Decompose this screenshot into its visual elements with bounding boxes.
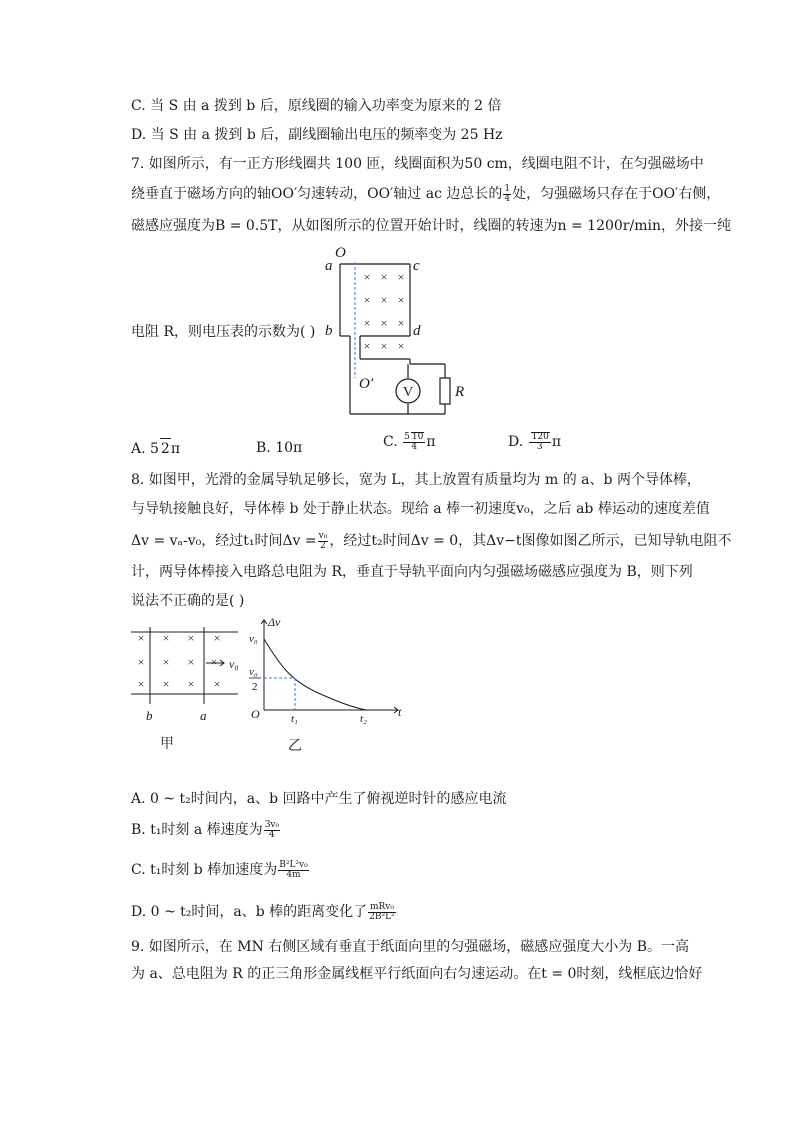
tick-t1: t₁ <box>291 713 298 725</box>
field-cross: × <box>363 293 371 307</box>
q8-opt-c-prefix: C. t₁时刻 b 棒加速度为 <box>131 862 278 878</box>
q8-opt-b-prefix: B. t₁时刻 a 棒速度为 <box>131 822 263 838</box>
q8-frac-num: v₀ <box>318 530 328 541</box>
caption-jia: 甲 <box>160 737 174 752</box>
label-o: O <box>335 245 346 261</box>
field-cross: × <box>137 631 145 645</box>
field-cross: × <box>380 339 388 353</box>
q7-opt-c-prefix: C. <box>383 434 398 450</box>
origin-label: O <box>251 707 260 721</box>
field-cross: × <box>210 655 218 669</box>
tick-half-den: 2 <box>252 681 258 693</box>
q8-line-3b: ，经过t₂时间Δv = 0，其Δv−t图像如图乙所示，已知导轨电阻不 <box>329 533 732 549</box>
q8-opt-b-den: 4 <box>269 829 275 840</box>
q8-opt-d-num: mRv₀ <box>369 901 394 912</box>
q8-line-2: 与导轨接触良好，导体棒 b 处于静止状态。现给 a 棒一初速度v₀，之后 ab 棒运动的速度差值 <box>131 501 710 517</box>
q7-opt-a-prefix: A. 5 <box>131 441 159 457</box>
field-cross: × <box>162 655 170 669</box>
field-cross: × <box>397 270 405 284</box>
label-rod-a: a <box>200 708 207 723</box>
q8-opt-d-prefix: D. 0 ~ t₂时间，a、b 棒的距离变化了 <box>131 904 368 920</box>
q8-frac-den: 2 <box>320 540 326 551</box>
field-cross: × <box>380 316 388 330</box>
prev-option-d: D. 当 S 由 a 拨到 b 后，副线圈输出电压的频率变为 25 Hz <box>131 127 503 143</box>
q7-line-1: 7. 如图所示，有一正方形线圈共 100 匝，线圈面积为50 cm，线圈电阻不计，在匀强磁场中 <box>131 156 704 172</box>
q8-opt-c-num: B²L²v₀ <box>279 859 308 870</box>
field-cross: × <box>363 270 371 284</box>
label-a: a <box>325 258 333 274</box>
q8-opt-d-den: 2B²L² <box>369 911 395 922</box>
field-cross: × <box>187 655 195 669</box>
field-cross: × <box>162 677 170 691</box>
q8-option-d[interactable] <box>131 902 397 922</box>
q7-option-c[interactable] <box>383 432 436 452</box>
q7-option-b[interactable]: B. 10π <box>256 440 303 456</box>
q7-opt-a-root: 2 <box>160 438 171 459</box>
q7-opt-c-coef: 5 <box>404 432 410 442</box>
q8-opt-b-num: 3v₀ <box>264 819 280 830</box>
prev-option-c: C. 当 S 由 a 拨到 b 后，原线圈的输入功率变为原来的 2 倍 <box>131 98 502 114</box>
label-d: d <box>413 323 421 339</box>
field-cross: × <box>380 293 388 307</box>
label-b: b <box>325 323 333 339</box>
q7-line-2b: 处，匀强磁场只存在于OO′右侧， <box>512 186 721 202</box>
label-rod-b: b <box>146 708 153 723</box>
field-cross: × <box>162 631 170 645</box>
field-cross: × <box>380 270 388 284</box>
label-c: c <box>413 258 420 274</box>
q7-line-3: 磁感应强度为B = 0.5T，从如图所示的位置开始计时，线圈的转速为n = 1200r/min，外接一纯 <box>131 218 731 234</box>
resistor-label: R <box>455 384 465 400</box>
field-cross: × <box>137 655 145 669</box>
q7-line-2a: 绕垂直于磁场方向的轴OO′匀速转动，OO′轴过 ac 边总长的 <box>131 186 503 202</box>
q8-option-c[interactable] <box>131 860 310 880</box>
q7-opt-d-root: 120 <box>531 432 549 442</box>
q7-line-2 <box>131 184 720 204</box>
q7-line-4: 电阻 R，则电压表的示数为( ) <box>131 324 316 340</box>
label-v0: v₀ <box>229 657 239 671</box>
q7-opt-c-frac <box>403 432 425 452</box>
label-o-prime: O′ <box>359 376 374 392</box>
field-cross: × <box>187 677 195 691</box>
q8-figure-jia <box>126 622 256 752</box>
field-cross: × <box>397 316 405 330</box>
field-cross: × <box>187 631 195 645</box>
q8-line-3-frac <box>318 532 329 551</box>
q7-option-d[interactable] <box>508 432 561 452</box>
q8-line-5: 说法不正确的是( ) <box>131 593 245 609</box>
y-axis-label: Δv <box>268 615 281 629</box>
q7-option-a[interactable] <box>131 438 180 459</box>
field-cross: × <box>363 316 371 330</box>
q7-opt-c-root: 10 <box>411 432 424 442</box>
q8-line-3a: Δv = vₐ-v₀，经过t₁时间Δv = <box>131 533 317 549</box>
q7-opt-d-frac <box>529 432 551 452</box>
q8-line-3 <box>131 531 732 551</box>
field-cross: × <box>213 631 221 645</box>
x-axis-label: t <box>398 705 402 719</box>
q7-opt-a-suffix: π <box>170 441 181 457</box>
caption-yi: 乙 <box>288 739 302 754</box>
q7-opt-d-prefix: D. <box>508 434 524 450</box>
q9-line-1: 9. 如图所示，在 MN 右侧区域有垂直于纸面向里的匀强磁场，磁感应强度大小为 B。一高 <box>131 939 690 955</box>
q8-opt-d-frac <box>368 903 396 922</box>
voltmeter-label: V <box>402 385 414 400</box>
tick-v0: v₀ <box>249 633 258 645</box>
q9-line-2: 为 a、总电阻为 R 的正三角形金属线框平行纸面向右匀速运动。在t = 0时刻，线框底边恰好 <box>131 966 703 982</box>
q7-opt-c-suffix: π <box>426 434 436 450</box>
field-cross: × <box>397 293 405 307</box>
q7-opt-d-den: 3 <box>536 442 543 452</box>
q8-option-a[interactable]: A. 0 ~ t₂时间内，a、b 回路中产生了俯视逆时针的感应电流 <box>131 791 507 807</box>
q8-opt-b-frac <box>264 821 280 840</box>
q7-frac-num: 1 <box>504 183 511 194</box>
field-cross: × <box>363 339 371 353</box>
q8-figure-yi <box>246 612 416 757</box>
q7-coil-figure <box>320 244 480 420</box>
q7-frac-den: 4 <box>504 193 511 204</box>
field-cross: × <box>137 677 145 691</box>
field-cross: × <box>397 339 405 353</box>
resistor-symbol <box>440 378 450 404</box>
q8-option-b[interactable] <box>131 820 281 840</box>
tick-half-num: v₀ <box>249 666 258 678</box>
delta-v-curve <box>264 639 366 710</box>
q8-line-4: 计，两导体棒接入电路总电阻为 R，垂直于导轨平面向内匀强磁场磁感应强度为 B，则下列 <box>131 564 693 580</box>
q8-opt-c-den: 4m <box>286 869 301 880</box>
q7-opt-c-den: 4 <box>411 442 418 452</box>
q7-opt-d-suffix: π <box>551 434 562 450</box>
q8-line-1: 8. 如图甲，光滑的金属导轨足够长，宽为 L，其上放置有质量均为 m 的 a、b 两个导体棒， <box>131 472 701 488</box>
q7-fraction <box>503 185 511 204</box>
field-cross: × <box>213 677 221 691</box>
q8-opt-c-frac <box>278 861 309 880</box>
tick-t2: t₂ <box>360 713 367 725</box>
